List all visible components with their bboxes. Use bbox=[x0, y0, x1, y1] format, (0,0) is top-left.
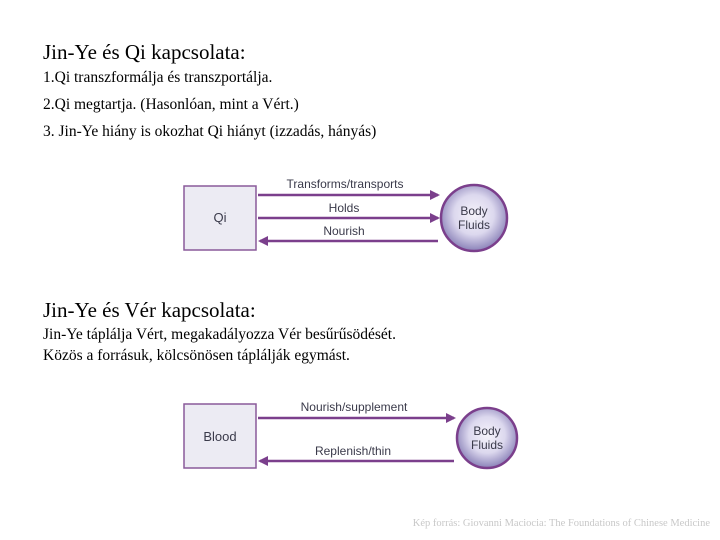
section2-line-1: Jin-Ye táplálja Vért, megakadályozza Vér besűrűsödését. bbox=[43, 326, 396, 343]
body-fluids-label-1-line2: Fluids bbox=[457, 218, 491, 232]
diagram-qi-fluids bbox=[184, 177, 507, 251]
body-fluids-label-2-line1: Body bbox=[473, 424, 501, 438]
image-credit: Kép forrás: Giovanni Maciocia: The Foundations of Chinese Medicine bbox=[412, 518, 710, 529]
blood-box-label: Blood bbox=[203, 429, 237, 444]
arrow-holds-label: Holds bbox=[328, 201, 360, 215]
body-fluids-label-1-line1: Body bbox=[460, 204, 488, 218]
arrow-nourish-label: Nourish bbox=[323, 224, 365, 238]
section2-line-2: Közös a forrásuk, kölcsönösen táplálják egymást. bbox=[43, 347, 350, 364]
arrow-replenish-label: Replenish/thin bbox=[314, 444, 392, 458]
body-fluids-label-2-line2: Fluids bbox=[470, 438, 504, 452]
section1-line-2: 2.Qi megtartja. (Hasonlóan, mint a Vért.) bbox=[43, 96, 299, 113]
section2-title: Jin-Ye és Vér kapcsolata: bbox=[43, 298, 256, 322]
section1-line-3: 3. Jin-Ye hiány is okozhat Qi hiányt (izzadás, hányás) bbox=[43, 123, 377, 140]
qi-box-label: Qi bbox=[213, 210, 227, 225]
arrow-transforms-label: Transforms/transports bbox=[286, 177, 404, 191]
arrow-nourish-supplement-label: Nourish/supplement bbox=[300, 400, 408, 414]
section1-line-1: 1.Qi transzformálja és transzportálja. bbox=[43, 69, 273, 86]
diagram-blood-fluids bbox=[184, 400, 517, 468]
section1-title: Jin-Ye és Qi kapcsolata: bbox=[43, 40, 246, 64]
